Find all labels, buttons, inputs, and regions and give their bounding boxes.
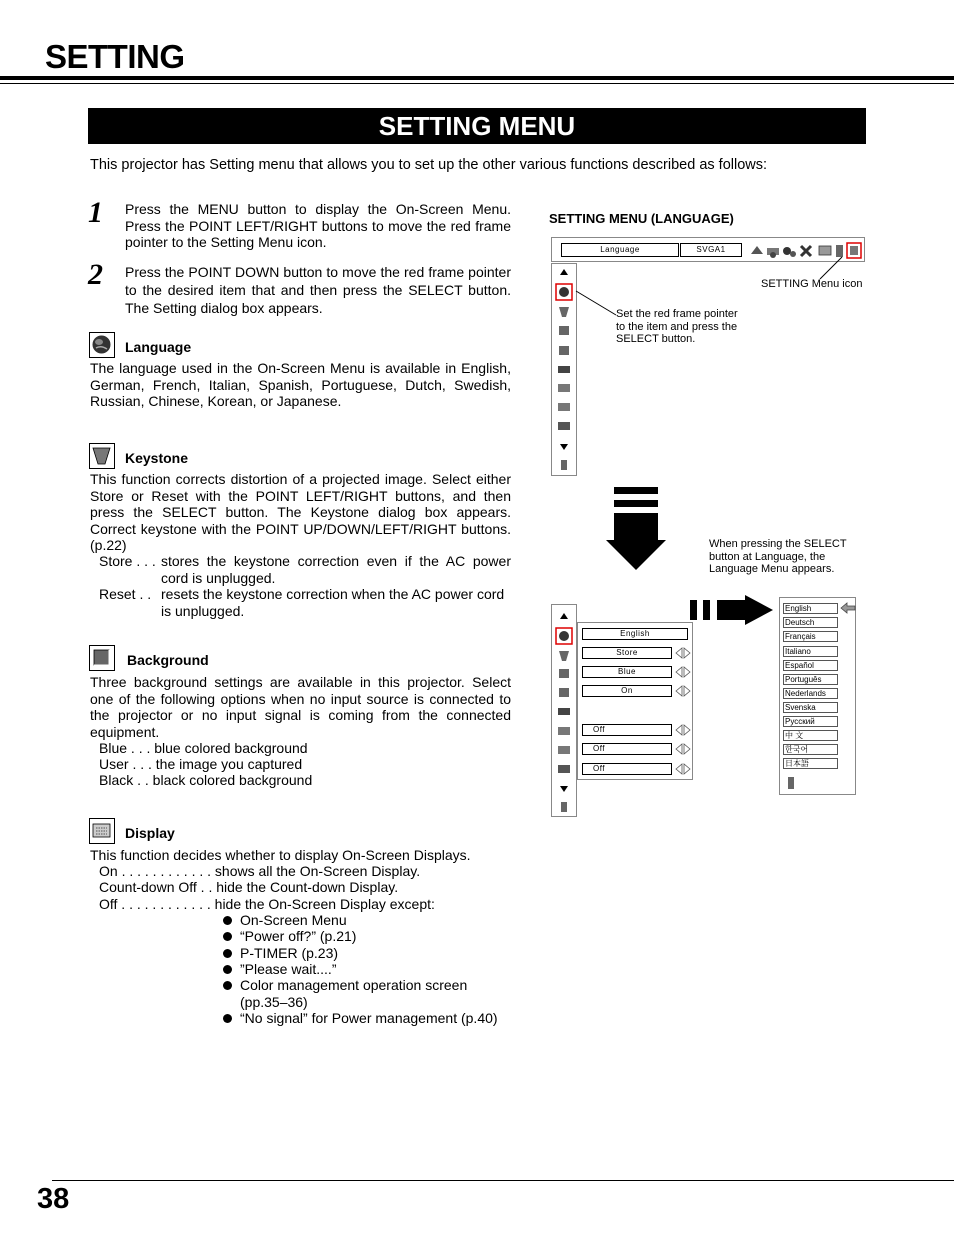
step-text-2: Press the POINT DOWN button to move the red frame pointer to the desired item that and then press the SELECT button. The Setting dialog box appears. xyxy=(125,264,511,316)
background-icon xyxy=(89,645,115,671)
language-option-russian[interactable]: Русский xyxy=(783,716,838,727)
language-text: The language used in the On-Screen Menu is available in English, German, French, Italian, Spanish, Portuguese, Dutch, Swedish, Russian, Chinese, Korean, or Japanese. xyxy=(90,360,511,409)
display-title: Display xyxy=(125,825,175,841)
language-field[interactable]: Language xyxy=(561,243,679,257)
language-option-italiano[interactable]: Italiano xyxy=(783,646,838,657)
intro-text: This projector has Setting menu that allows you to set up the other various functions described as follows: xyxy=(90,157,768,173)
language-option-korean[interactable]: 한국어 xyxy=(783,744,838,755)
setting-submenu xyxy=(577,622,693,780)
keystone-option-label: Store . . . xyxy=(99,553,156,569)
language-option-espanol[interactable]: Español xyxy=(783,660,838,671)
display-bullet: P-TIMER (p.23) xyxy=(223,945,338,962)
keystone-option-label: Reset . . xyxy=(99,586,152,602)
language-option-chinese[interactable]: 中 文 xyxy=(783,730,838,741)
bullet-icon xyxy=(223,981,232,990)
footer-rule xyxy=(52,1180,954,1181)
keystone-text: This function corrects distortion of a projected image. Select either Store or Reset with the POINT LEFT/RIGHT buttons, and then press the SELECT button. The Keystone dialog box appears. Correct keystone with the POINT UP/DOWN/LEFT/RIGHT buttons. (p.22) xyxy=(90,471,511,553)
step-text-1: Press the MENU button to display the On-Screen Menu. Press the POINT LEFT/RIGHT buttons to move the red frame pointer to the Setting Menu icon. xyxy=(125,201,511,250)
keystone-option-desc: resets the keystone correction when the AC power cord is unplugged. xyxy=(161,586,505,619)
arrow-down-icon xyxy=(604,487,668,571)
vertical-menu-2 xyxy=(551,604,577,817)
page-number: 38 xyxy=(37,1183,70,1215)
exit-icon[interactable] xyxy=(786,776,796,790)
language-option-francais[interactable]: Français xyxy=(783,631,838,642)
display-bullet: “Power off?” (p.21) xyxy=(223,928,356,945)
language-option-nederlands[interactable]: Nederlands xyxy=(783,688,838,699)
display-option: Count-down Off . . hide the Count-down Display. xyxy=(99,879,399,895)
language-option-portugues[interactable]: Português xyxy=(783,674,838,685)
page-title: SETTING xyxy=(45,38,185,75)
submenu-keystone-value[interactable]: Store xyxy=(582,647,672,659)
pointer-hand-icon xyxy=(840,602,856,614)
submenu-background-value[interactable]: Blue xyxy=(582,666,672,678)
display-option: Off . . . . . . . . . . . . hide the On-Screen Display except: xyxy=(99,896,435,912)
submenu-display-value[interactable]: On xyxy=(582,685,672,697)
bullet-icon xyxy=(223,916,232,925)
language-title: Language xyxy=(125,339,192,355)
language-option-english[interactable]: English xyxy=(783,603,838,614)
keystone-icon xyxy=(89,443,115,469)
display-icon xyxy=(89,818,115,844)
bullet-icon xyxy=(223,932,232,941)
submenu-value[interactable]: Off xyxy=(582,724,672,736)
keystone-option-desc: stores the keystone correction even if the AC power cord is unplugged. xyxy=(161,553,511,586)
display-bullet: “No signal” for Power management (p.40) xyxy=(223,1010,498,1027)
display-text: This function decides whether to display On-Screen Displays. xyxy=(90,847,471,863)
submenu-value[interactable]: Off xyxy=(582,743,672,755)
vertical-menu-icons xyxy=(552,605,576,816)
language-list-panel xyxy=(779,597,856,795)
language-option-svenska[interactable]: Svenska xyxy=(783,702,838,713)
pointer-callout-line xyxy=(574,289,618,317)
arrow-right-icon xyxy=(690,594,774,626)
display-bullet: ”Please wait....” xyxy=(223,961,336,978)
bullet-icon xyxy=(223,965,232,974)
section-banner: SETTING MENU xyxy=(88,108,866,144)
background-title: Background xyxy=(127,652,209,668)
mode-field[interactable]: SVGA1 xyxy=(680,243,742,257)
bullet-icon xyxy=(223,949,232,958)
display-bullet: On-Screen Menu xyxy=(223,912,347,929)
left-right-arrow-icons xyxy=(675,647,691,777)
step-number-1: 1 xyxy=(88,196,103,229)
callout-icon-label: SETTING Menu icon xyxy=(761,278,863,290)
callout-pointer-text: Set the red frame pointer to the item and press the SELECT button. xyxy=(616,308,738,345)
vertical-menu-icons xyxy=(552,264,576,475)
background-text: Three background settings are available in this projector. Select one of the following options when no input source is connected to the projector or no input signal is coming from the connected equipment. xyxy=(90,674,511,740)
callout-select-text: When pressing the SELECT button at Language, the Language Menu appears. xyxy=(709,538,847,575)
globe-icon xyxy=(89,332,115,358)
background-option: Blue . . . blue colored background xyxy=(99,740,308,756)
header-rule xyxy=(0,76,954,80)
keystone-title: Keystone xyxy=(125,450,189,466)
display-bullet-cont: (pp.35–36) xyxy=(240,994,308,1010)
bullet-icon xyxy=(223,1014,232,1023)
language-option-japanese[interactable]: 日本語 xyxy=(783,758,838,769)
display-option: On . . . . . . . . . . . . shows all the On-Screen Display. xyxy=(99,863,421,879)
submenu-language-value[interactable]: English xyxy=(582,628,688,640)
submenu-value[interactable]: Off xyxy=(582,763,672,775)
figure-caption: SETTING MENU (LANGUAGE) xyxy=(549,211,734,226)
header-rule-thin xyxy=(0,83,954,84)
display-bullet: Color management operation screen xyxy=(223,977,467,994)
background-option: User . . . the image you captured xyxy=(99,756,303,772)
background-option: Black . . black colored background xyxy=(99,772,313,788)
language-option-deutsch[interactable]: Deutsch xyxy=(783,617,838,628)
step-number-2: 2 xyxy=(88,258,103,291)
